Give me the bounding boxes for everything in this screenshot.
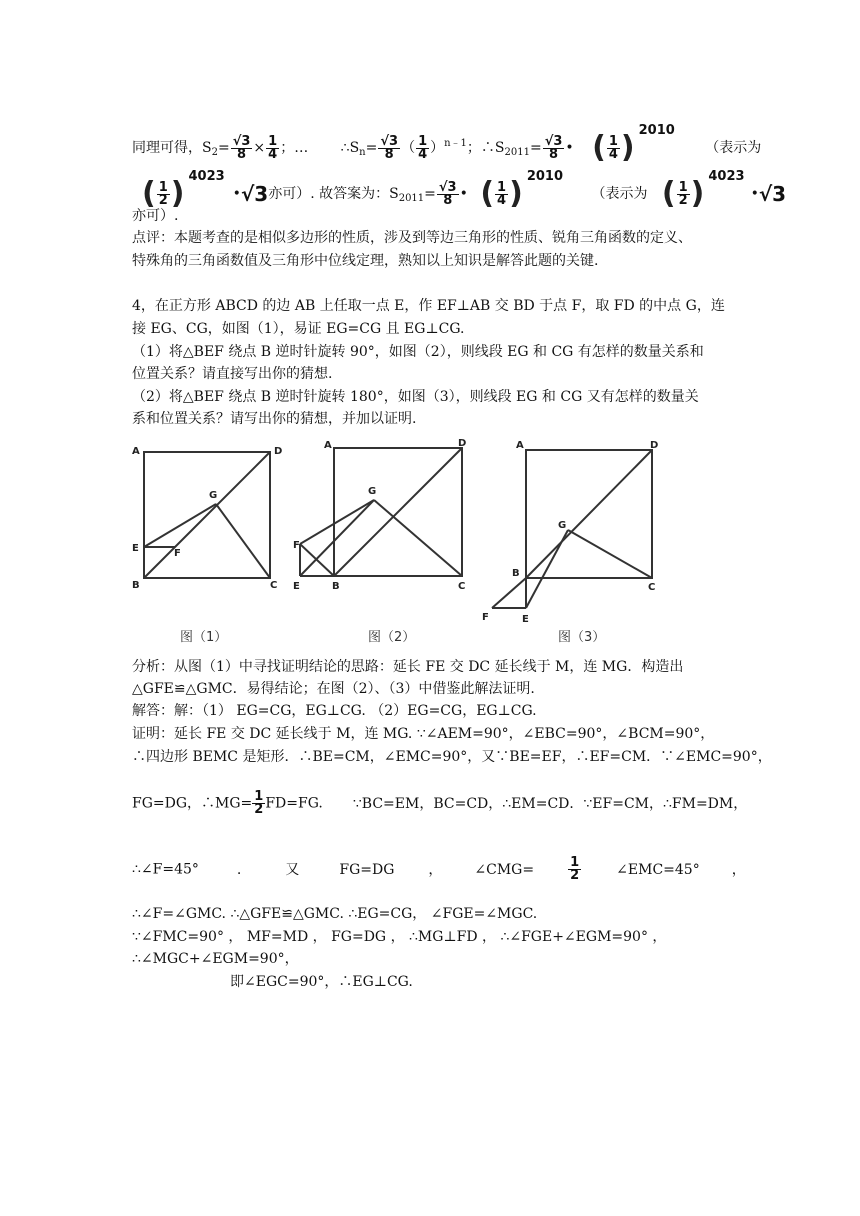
fraction: $\frac{√3}{8}$ (232, 133, 251, 162)
fraction: $\frac{1}{4}$ (418, 133, 428, 162)
proof-line-1: 证明：延长 FE 交 DC 延长线于 M，连 MG. ∵∠AEM=90°，∠EBC=90°，∠BCM=90°， (132, 726, 715, 742)
question-line-5: （2）将△BEF 绕点 B 逆时针旋转 180°，如图（3），则线段 EG 和 CG 又有怎样的数量关 (132, 389, 699, 405)
label-A: A (324, 440, 332, 451)
label-A: A (516, 440, 524, 451)
figure-2 (290, 434, 480, 594)
label-C: C (458, 581, 466, 592)
fraction: $\frac{1}{4}$ (608, 133, 618, 162)
review-line-2: 特殊角的三角函数值及三角形中位线定理，熟知以上知识是解答此题的关键. (132, 253, 599, 269)
fraction: $\frac{1}{4}$ (268, 133, 278, 162)
label-D: D (458, 438, 467, 449)
question-line-6: 系和位置关系？请写出你的猜想，并加以证明. (132, 411, 417, 427)
fraction: $\frac{√3}{8}$ (380, 133, 399, 162)
proof-line-6: ∵∠FMC=90° ， MF=MD ， FG=DG ， ∴MG⊥FD ， ∴∠FGE+∠EGM=90° ， (132, 929, 667, 945)
analysis-line-1: 分析：从图（1）中寻找证明结论的思路：延长 FE 交 DC 延长线于 M，连 MG．构造出 (132, 659, 684, 675)
proof-line-7: ∴∠MGC+∠EGM=90°， (132, 951, 299, 967)
answer-line: 解答：解：（1） EG=CG，EG⊥CG. （2）EG=CG，EG⊥CG. (132, 703, 537, 719)
question-line-1: 4，在正方形 ABCD 的边 AB 上任取一点 E，作 EF⊥AB 交 BD 于点 F，取 FD 的中点 G，连 (132, 298, 725, 314)
fraction: $\frac{√3}{8}$ (544, 133, 563, 162)
proof-line-4: ∴∠F=45° . 又 FG=DG ， ∠CMG= $\frac{1}{2}$ ∠EMC=45° ， (132, 855, 746, 883)
label-F: F (293, 540, 300, 551)
label-D: D (650, 440, 659, 451)
label-G: G (368, 486, 377, 497)
figure-3-caption: 图（3） (558, 630, 606, 645)
proof-conclusion: 即∠EGC=90°，∴EG⊥CG. (230, 974, 413, 990)
label-E: E (293, 581, 300, 592)
fraction: $\frac{1}{2}$ (678, 179, 688, 208)
label-G: G (558, 520, 567, 531)
question-line-2: 接 EG、CG，如图（1），易证 EG=CG 且 EG⊥CG. (132, 321, 465, 337)
label-F: F (482, 612, 489, 623)
formula-line-1: 同理可得，$S_2=$ $\frac{√3}{8}$ × $\frac{1}{4}$ ；… $\therefore S_n=$ $\frac{√3}{8}$ （ $\frac{1}{4}$ ）$^{n﹣1}$；$\therefore S_{2011}=$ $\frac{√3}{8}$ • ( $\frac{1}{4}$ ) 2010 （表示为 (132, 123, 762, 165)
analysis-line-2: △GFE≌△GMC．易得结论；在图（2）、（3）中借鉴此解法证明. (132, 681, 535, 697)
question-line-4: 位置关系？请直接写出你的猜想. (132, 366, 333, 382)
label-B: B (332, 581, 340, 592)
proof-line-3: FG=DG，∴MG= $\frac{1}{2}$ FD=FG. ∵BC=EM，BC=CD，∴EM=CD．∵EF=CM，∴FM=DM， (132, 789, 748, 817)
figure-1-caption: 图（1） (180, 630, 228, 645)
label-D: D (274, 446, 283, 457)
label-B: B (512, 568, 520, 579)
label-A: A (132, 446, 140, 457)
figure-1 (128, 438, 288, 598)
label-E: E (522, 614, 529, 625)
label-E: E (132, 543, 139, 554)
label-C: C (270, 580, 278, 591)
figure-3 (478, 436, 678, 626)
question-line-3: （1）将△BEF 绕点 B 逆时针旋转 90°，如图（2），则线段 EG 和 CG 有怎样的数量关系和 (132, 344, 704, 360)
fraction: $\frac{1}{4}$ (497, 179, 507, 208)
label-G: G (209, 490, 218, 501)
label-B: B (132, 580, 140, 591)
label-C: C (648, 582, 656, 593)
review-line-1: 点评：本题考查的是相似多边形的性质，涉及到等边三角形的性质、锐角三角函数的定义、 (132, 230, 692, 246)
fraction: $\frac{√3}{8}$ (438, 179, 457, 208)
formula-line-2: ( $\frac{1}{2}$ ) 4023•√3亦可）. 故答案为：$S_{2011}=$ $\frac{√3}{8}$ • ( $\frac{1}{4}$ ) 2010 （表示为 ( $\frac{1}{2}$ ) 4023•√3 (142, 169, 787, 211)
proof-line-5: ∴∠F=∠GMC. ∴△GFE≌△GMC. ∴EG=CG， ∠FGE=∠MGC. (132, 906, 538, 922)
text-line: 亦可）. (132, 208, 179, 224)
fraction: $\frac{1}{2}$ (158, 179, 168, 208)
proof-line-2: ∴四边形 BEMC 是矩形．∴BE=CM，∠EMC=90°，又∵BE=EF，∴EF=CM．∵∠EMC=90°， (132, 749, 772, 765)
figure-2-caption: 图（2） (368, 630, 416, 645)
label-F: F (174, 548, 181, 559)
